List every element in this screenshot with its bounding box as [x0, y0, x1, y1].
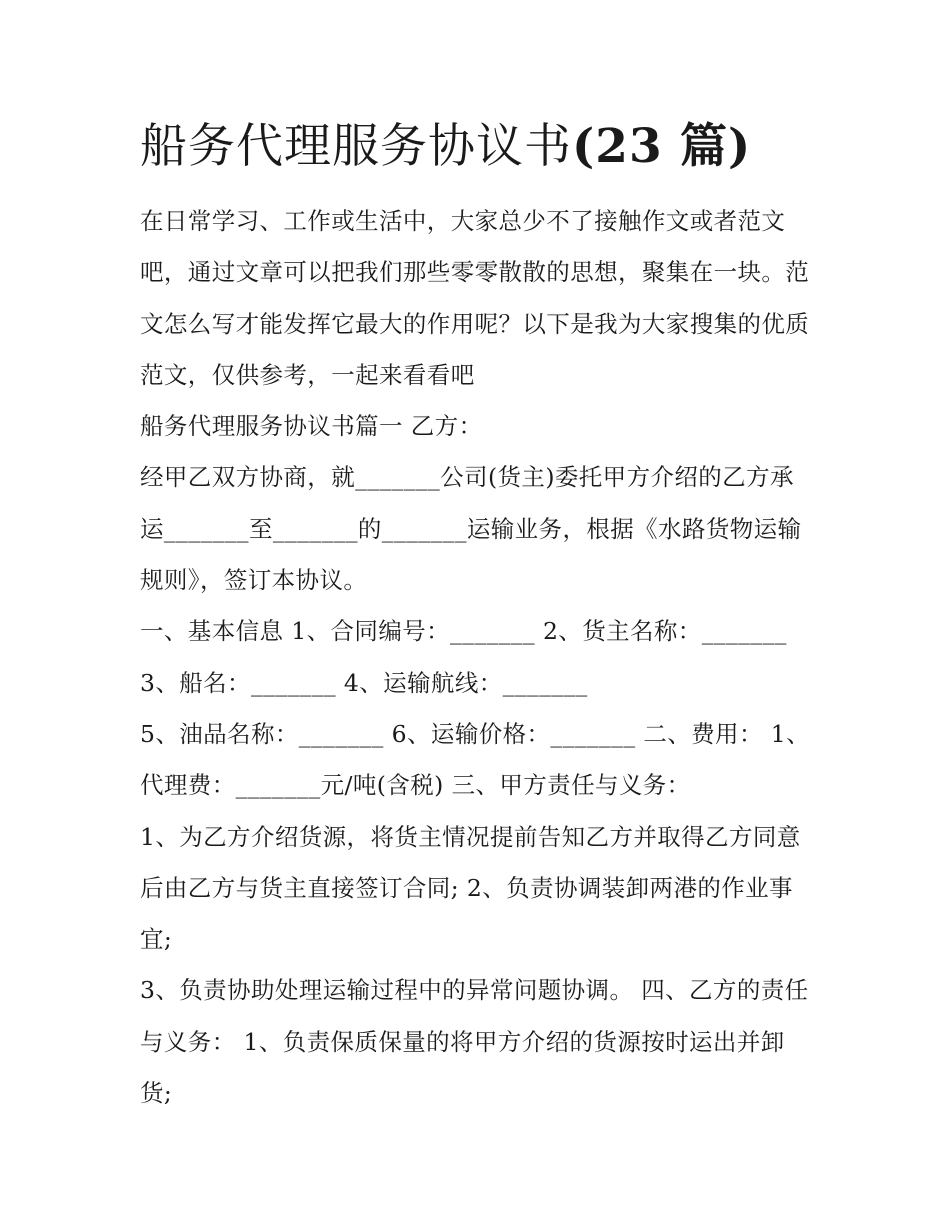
agreement-paragraph: 经甲乙双方协商，就_______公司(货主)委托甲方介绍的乙方承运_______至_______的_______运输业务，根据《水路货物运输规则》，签订本协议。 [140, 463, 802, 595]
document-body [140, 196, 816, 1119]
basic-info-line-2: 3、船名：_______ 4、运输航线：_______ [140, 668, 588, 697]
title-main: 船务代理服务协议书 [140, 119, 572, 174]
fees-paragraph: 5、油品名称：_______ 6、运输价格：_______ 二、费用： 1、代理费：_______元/吨(含税) 三、甲方责任与义务： [140, 719, 810, 800]
title-count: (23 篇) [572, 119, 752, 174]
party-a-duties-paragraph: 1、为乙方介绍货源，将货主情况提前告知乙方并取得乙方同意后由乙方与货主直接签订合同; 2、负责协调装卸两港的作业事宜; [140, 822, 801, 954]
document-title [140, 112, 840, 182]
basic-info-line-1: 一、基本信息 1、合同编号：_______ 2、货主名称：_______ [140, 617, 787, 646]
intro-paragraph: 在日常学习、工作或生活中，大家总少不了接触作文或者范文吧，通过文章可以把我们那些零零散散的思想，聚集在一块。范文怎么写才能发挥它最大的作用呢？以下是我为大家搜集的优质范文，仅供参考，一起来看看吧 [140, 207, 810, 389]
section-heading: 船务代理服务协议书篇一 乙方： [140, 412, 483, 441]
party-b-duties-paragraph: 3、负责协助处理运输过程中的异常问题协调。 四、乙方的责任与义务： 1、负责保质保量的将甲方介绍的货源按时运出并卸货; [140, 976, 809, 1108]
